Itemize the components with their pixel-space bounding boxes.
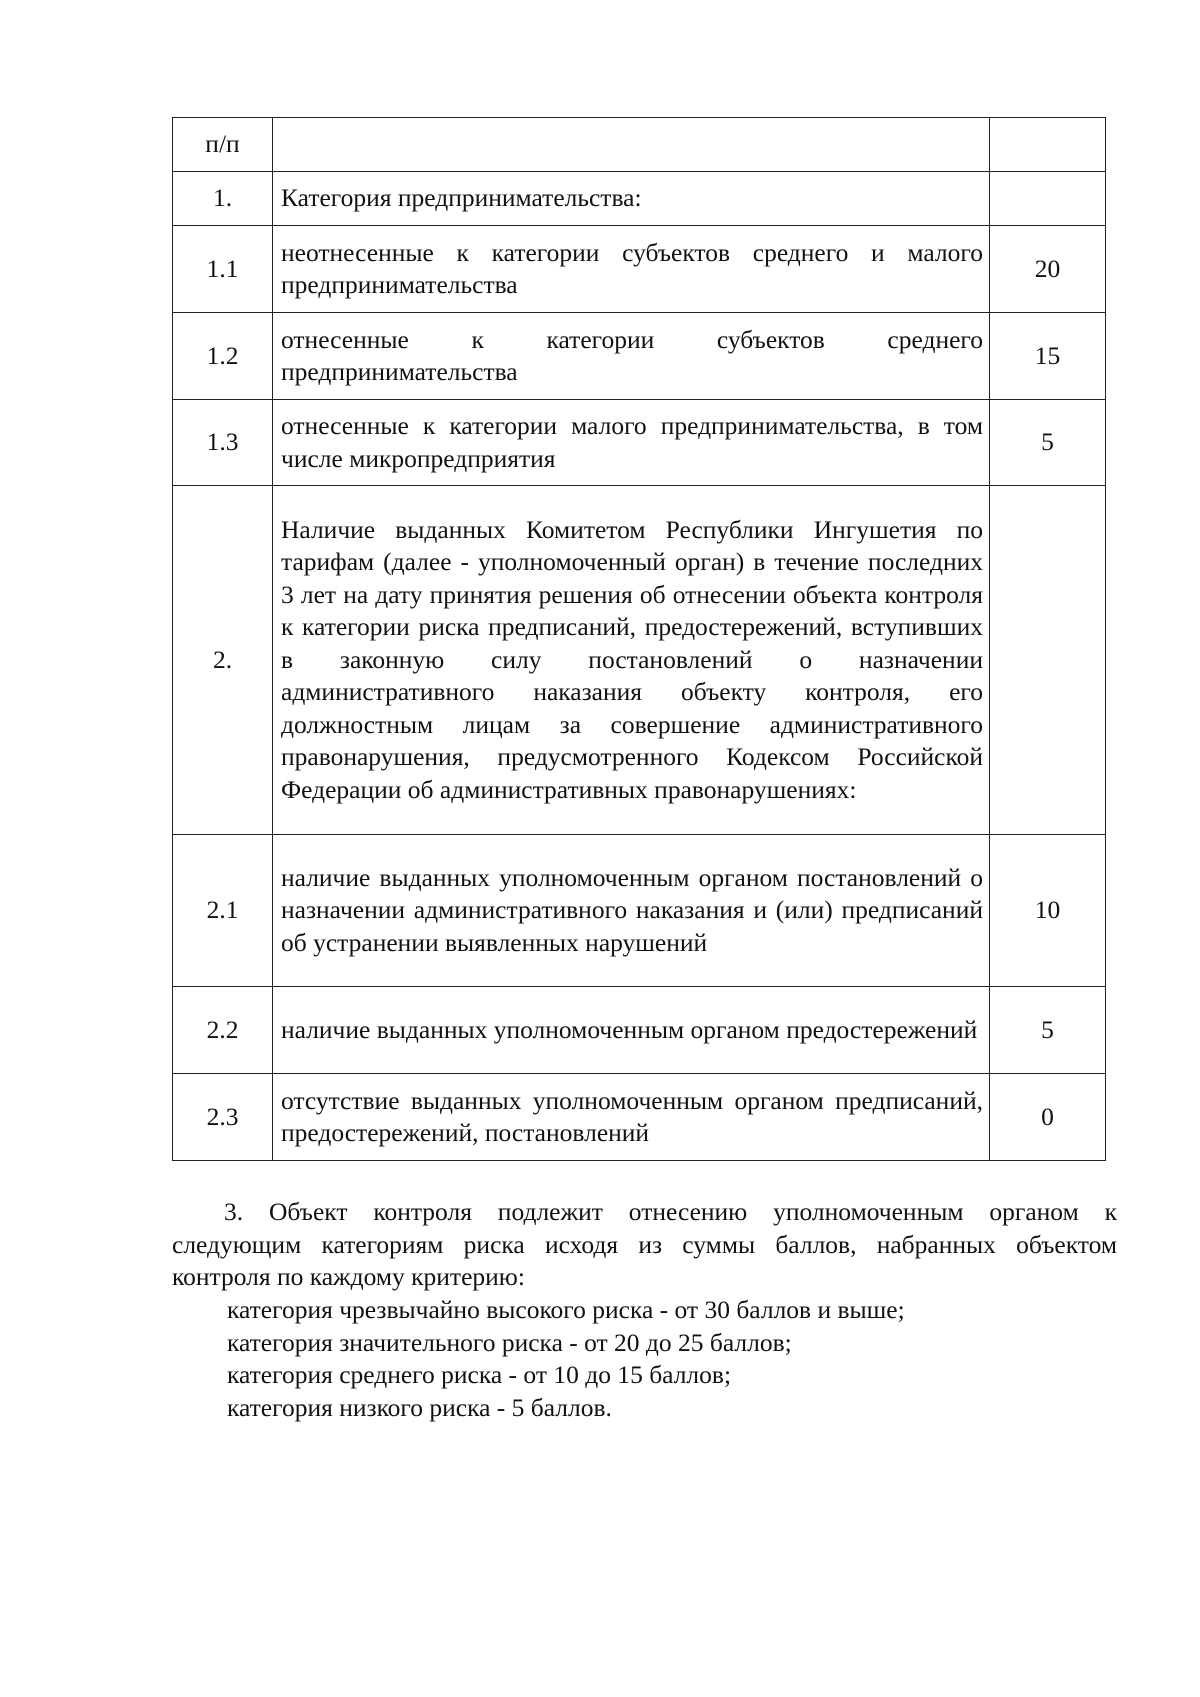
row-desc: Категория предпринимательства: — [273, 172, 990, 226]
row-desc: наличие выданных уполномоченным органом предостережений — [273, 987, 990, 1074]
row-score: 10 — [990, 835, 1106, 987]
row-num: 2.3 — [173, 1074, 273, 1161]
paragraph-line: контроля по каждому критерию: — [172, 1262, 525, 1291]
list-item: категория чрезвычайно высокого риска - от 30 баллов и выше; — [227, 1295, 905, 1324]
risk-criteria-table — [172, 117, 1106, 1161]
table-row — [173, 400, 1106, 486]
table-row — [173, 835, 1106, 987]
table-header-row — [173, 118, 1106, 172]
row-score — [990, 172, 1106, 226]
row-num: 1.1 — [173, 226, 273, 313]
table-row — [173, 313, 1106, 400]
row-score: 5 — [990, 400, 1106, 486]
list-item: категория среднего риска - от 10 до 15 баллов; — [227, 1360, 732, 1389]
table-row — [173, 486, 1106, 835]
row-score — [990, 486, 1106, 835]
row-num: 1. — [173, 172, 273, 226]
paragraph-line: 3. Объект контроля подлежит отнесению уполномоченным органом к — [224, 1197, 1117, 1226]
header-desc-cell — [273, 118, 990, 172]
table-row — [173, 226, 1106, 313]
row-num: 1.3 — [173, 400, 273, 486]
risk-categories-paragraph — [172, 1196, 1117, 1294]
row-num: 2.1 — [173, 835, 273, 987]
row-desc: отнесенные к категории малого предпринимательства, в том числе микропредприятия — [273, 400, 990, 486]
list-item: категория значительного риска - от 20 до 25 баллов; — [227, 1327, 792, 1357]
header-num-cell: п/п — [173, 118, 273, 172]
row-num: 2. — [173, 486, 273, 835]
table-row — [173, 987, 1106, 1074]
list-item: категория низкого риска - 5 баллов. — [227, 1392, 612, 1422]
row-desc: наличие выданных уполномоченным органом постановлений о назначении административного наказания и (или) предписаний об устранении выявленных нарушений — [273, 835, 990, 987]
paragraph-line: следующим категориям риска исходя из суммы баллов, набранных объектом — [172, 1229, 1117, 1259]
row-score: 0 — [990, 1074, 1106, 1161]
row-num: 2.2 — [173, 987, 273, 1074]
table-row — [173, 1074, 1106, 1161]
row-num: 1.2 — [173, 313, 273, 400]
header-score-cell — [990, 118, 1106, 172]
row-score: 15 — [990, 313, 1106, 400]
row-desc: отнесенные к категории субъектов среднего предпринимательства — [273, 313, 990, 400]
row-score: 5 — [990, 987, 1106, 1074]
row-desc: отсутствие выданных уполномоченным органом предписаний, предостережений, постановлений — [273, 1074, 990, 1161]
table-row — [173, 172, 1106, 226]
risk-category-list — [227, 1294, 1117, 1424]
row-desc: неотнесенные к категории субъектов среднего и малого предпринимательства — [273, 226, 990, 313]
row-score: 20 — [990, 226, 1106, 313]
row-desc: Наличие выданных Комитетом Республики Ингушетия по тарифам (далее - уполномоченный орган) в течение последних 3 лет на дату принятия решения об отнесении объекта контроля к категории риска предписаний, предостережений, вступивших в законную силу постановлений о назначении административного наказания объекту контроля, его должностным лицам за совершение административного правонарушения, предусмотренного Кодексом Российской Федерации об административных правонарушениях: — [273, 486, 990, 835]
